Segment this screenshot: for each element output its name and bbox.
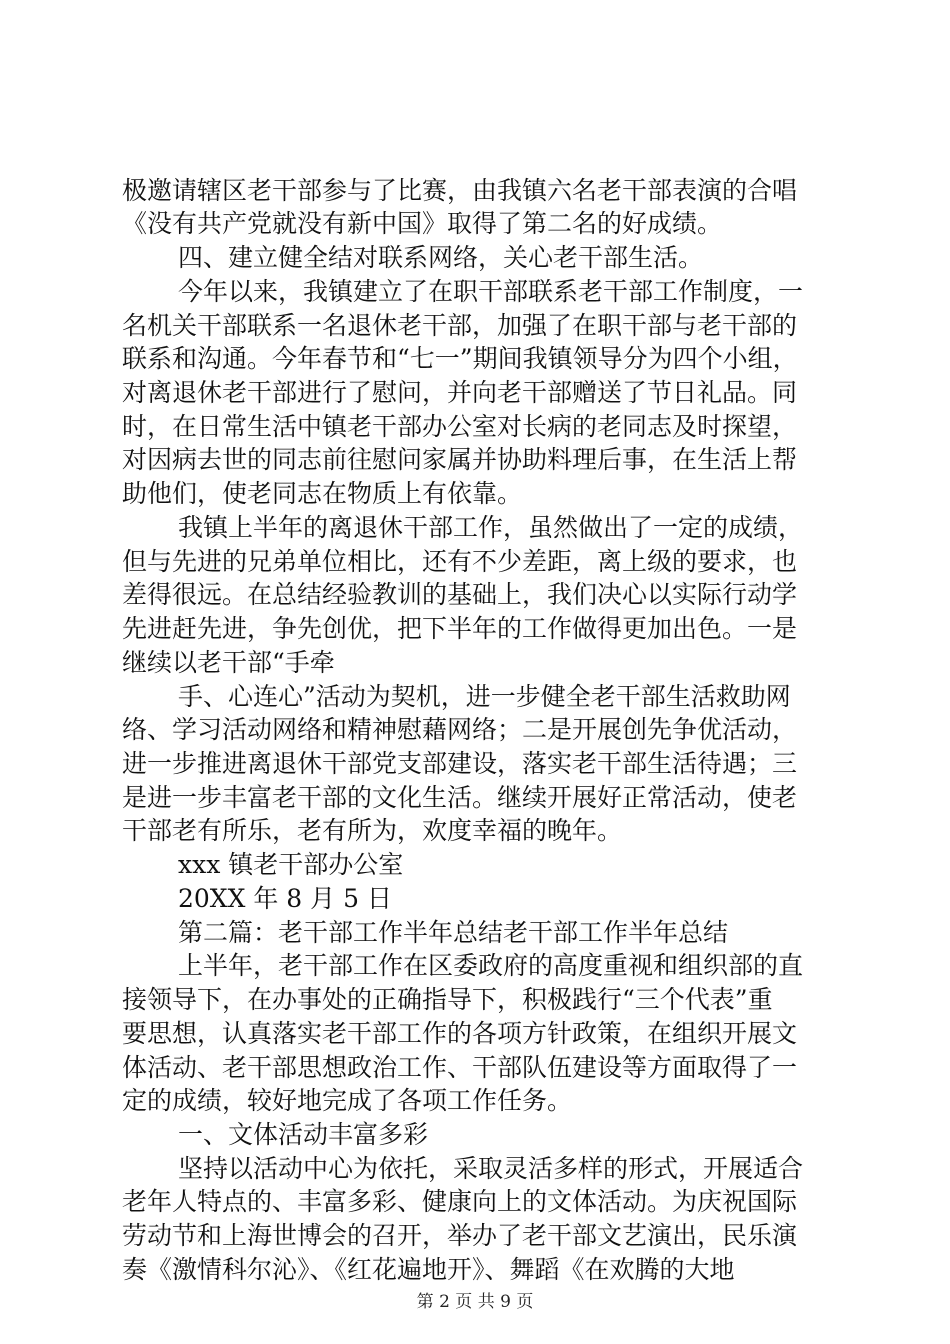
- section-heading: 一、文体活动丰富多彩: [178, 1120, 429, 1149]
- text-line: 时，在日常生活中镇老干部办公室对长病的老同志及时探望，: [122, 412, 798, 441]
- text-line: 对因病去世的同志前往慰问家属并协助料理后事，在生活上帮: [122, 445, 798, 474]
- text-line: 要思想，认真落实老干部工作的各项方针政策，在组织开展文: [122, 1019, 798, 1048]
- signature-office: xxx 镇老干部办公室: [178, 850, 404, 879]
- text-line: 联系和沟通。今年春节和“七一”期间我镇领导分为四个小组，: [122, 344, 798, 373]
- text-line: 进一步推进离退休干部党支部建设，落实老干部生活待遇；三: [122, 749, 798, 778]
- text-line: 今年以来，我镇建立了在职干部联系老干部工作制度，一: [178, 277, 804, 306]
- section-heading: 四、建立健全结对联系网络，关心老干部生活。: [178, 243, 704, 272]
- text-line: 奏《激情科尔沁》、《红花遍地开》、舞蹈《在欢腾的大地: [122, 1255, 735, 1284]
- text-line: 上半年，老干部工作在区委政府的高度重视和组织部的直: [178, 951, 804, 980]
- text-line: 继续以老干部“手牵: [122, 648, 335, 677]
- text-line: 名机关干部联系一名退休老干部，加强了在职干部与老干部的: [122, 311, 798, 340]
- text-line: 定的成绩，较好地完成了各项工作任务。: [122, 1086, 573, 1115]
- text-line: 对离退休老干部进行了慰问，并向老干部赠送了节日礼品。同: [122, 378, 798, 407]
- text-line: 我镇上半年的离退休干部工作，虽然做出了一定的成绩，: [178, 513, 804, 542]
- text-line: 但与先进的兄弟单位相比，还有不少差距，离上级的要求，也: [122, 547, 798, 576]
- text-line: 极邀请辖区老干部参与了比赛，由我镇六名老干部表演的合唱: [122, 176, 798, 205]
- text-line: 先进赶先进，争先创优，把下半年的工作做得更加出色。一是: [122, 614, 798, 643]
- text-line: 坚持以活动中心为依托，采取灵活多样的形式，开展适合: [178, 1154, 804, 1183]
- page-number-footer: 第 2 页 共 9 页: [416, 1292, 534, 1312]
- text-line: 助他们，使老同志在物质上有依靠。: [122, 479, 523, 508]
- signature-date: 20XX 年 8 月 5 日: [178, 884, 392, 913]
- chapter-title: 第二篇：老干部工作半年总结老干部工作半年总结: [178, 918, 729, 947]
- text-line: 体活动、老干部思想政治工作、干部队伍建设等方面取得了一: [122, 1053, 798, 1082]
- text-line: 老年人特点的、丰富多彩、健康向上的文体活动。为庆祝国际: [122, 1187, 798, 1216]
- text-line: 接领导下，在办事处的正确指导下，积极践行“三个代表”重: [122, 985, 773, 1014]
- text-line: 干部老有所乐，老有所为，欢度幸福的晚年。: [122, 816, 623, 845]
- text-line: 劳动节和上海世博会的召开，举办了老干部文艺演出，民乐演: [122, 1221, 798, 1250]
- text-line: 手、心连心”活动为契机，进一步健全老干部生活救助网: [178, 682, 791, 711]
- text-line: 差得很远。在总结经验教训的基础上，我们决心以实际行动学: [122, 580, 798, 609]
- text-line: 络、学习活动网络和精神慰藉网络；二是开展创先争优活动，: [122, 715, 798, 744]
- text-line: 是进一步丰富老干部的文化生活。继续开展好正常活动，使老: [122, 783, 798, 812]
- text-line: 《没有共产党就没有新中国》取得了第二名的好成绩。: [122, 209, 723, 238]
